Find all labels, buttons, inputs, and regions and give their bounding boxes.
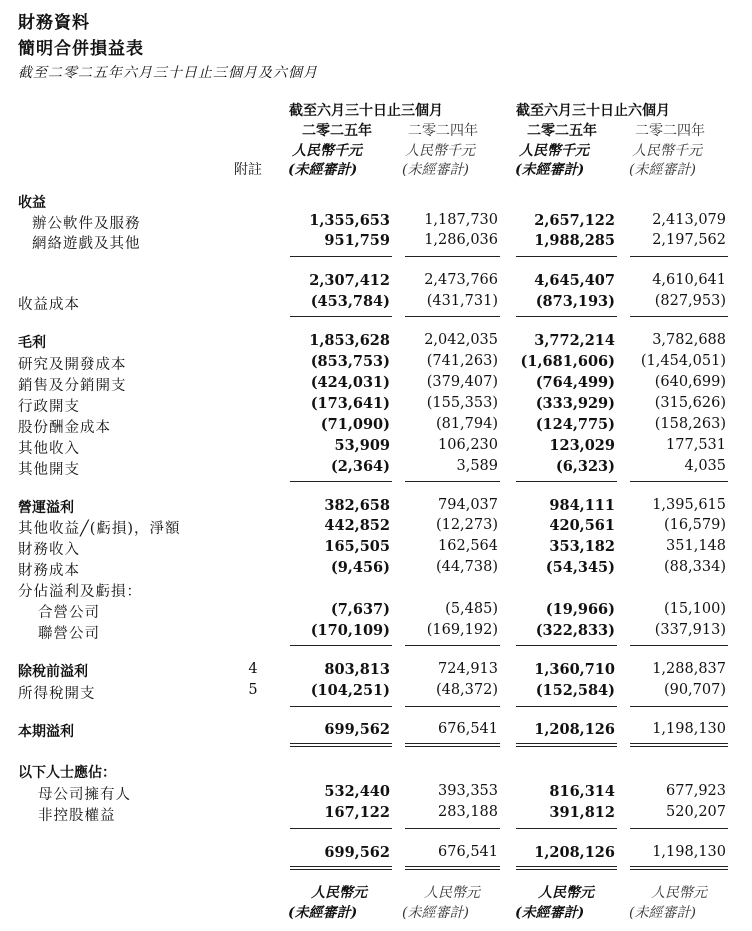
value-h-2024: 1,288,837: [652, 661, 726, 677]
header-h-2024: 二零二四年: [635, 123, 705, 139]
section-title: 財務資料: [18, 13, 90, 33]
row-office-software: [0, 212, 752, 233]
row-label: 除稅前溢利: [18, 664, 88, 680]
row-label: 其他收益╱(虧損)，淨額: [18, 521, 181, 537]
divider: [630, 706, 728, 707]
divider: [405, 645, 500, 646]
value-q-2025: 699,562: [324, 721, 390, 738]
row-label: 營運溢利: [18, 500, 74, 516]
row-owners-of-parent: [0, 783, 752, 804]
value-q-2025: 1,853,628: [309, 332, 390, 349]
footer-q-2025-currency: 人民幣元: [311, 885, 367, 901]
value-h-2025: 353,182: [549, 538, 615, 555]
row-associates: [0, 622, 752, 643]
value-q-2025: (424,031): [310, 374, 390, 391]
value-h-2024: (315,626): [654, 395, 726, 411]
value-h-2025: 816,314: [549, 783, 615, 800]
value-q-2025: 167,122: [324, 804, 390, 821]
row-cost-of-revenue: [0, 293, 752, 314]
value-h-2024: 351,148: [666, 538, 726, 554]
value-h-2025: 3,772,214: [534, 332, 615, 349]
row-label: 收益: [18, 195, 46, 211]
value-q-2025: 699,562: [324, 844, 390, 861]
value-h-2024: 1,395,615: [652, 497, 726, 513]
value-h-2025: (322,833): [535, 622, 615, 639]
divider: [630, 481, 728, 482]
value-h-2024: (158,263): [654, 416, 726, 432]
value-q-2025: 1,355,653: [309, 212, 390, 229]
value-q-2025: 442,852: [324, 517, 390, 534]
header-h-2025-unaudited: (未經審計): [515, 162, 585, 178]
value-q-2024: 676,541: [438, 721, 498, 737]
double-rule-top: [290, 866, 392, 867]
value-h-2025: (124,775): [535, 416, 615, 433]
header-q-2025-currency: 人民幣千元: [292, 143, 362, 159]
double-rule-top: [630, 866, 728, 867]
value-h-2024: (640,699): [654, 374, 726, 390]
value-q-2025: 53,909: [334, 437, 390, 454]
row-other-expenses: [0, 458, 752, 479]
divider: [630, 645, 728, 646]
header-three-months: 截至六月三十日止三個月: [289, 103, 443, 119]
row-attributable-heading: [0, 762, 752, 783]
row-admin-expenses: [0, 395, 752, 416]
double-rule-bottom: [516, 746, 617, 747]
row-label: 毛利: [18, 335, 46, 351]
value-h-2025: (333,929): [535, 395, 615, 412]
value-q-2024: 162,564: [438, 538, 498, 554]
double-rule-top: [516, 743, 617, 744]
row-label: 財務成本: [18, 563, 80, 579]
value-q-2025: (853,753): [310, 353, 390, 370]
value-h-2024: 1,198,130: [652, 721, 726, 737]
row-selling-expenses: [0, 374, 752, 395]
note-ref: 5: [248, 682, 258, 698]
divider: [405, 256, 500, 257]
row-label: 銷售及分銷開支: [18, 378, 127, 394]
statement-subtitle: 截至二零二五年六月三十日止三個月及六個月: [18, 65, 318, 81]
header-q-2025: 二零二五年: [302, 123, 372, 139]
divider: [516, 481, 617, 482]
value-q-2025: 951,759: [324, 232, 390, 249]
row-label: 本期溢利: [18, 724, 74, 740]
value-q-2025: (7,637): [330, 601, 390, 618]
value-h-2024: (90,707): [663, 682, 726, 698]
value-h-2024: 4,035: [684, 458, 726, 474]
value-q-2024: (379,407): [426, 374, 498, 390]
row-finance-costs: [0, 559, 752, 580]
header-q-2025-unaudited: (未經審計): [288, 162, 358, 178]
value-h-2025: 1,988,285: [534, 232, 615, 249]
double-rule-top: [516, 866, 617, 867]
value-q-2024: (81,794): [435, 416, 498, 432]
value-h-2024: 520,207: [666, 804, 726, 820]
footer-q-2025-unaudited: (未經審計): [288, 905, 358, 921]
row-label: 股份酬金成本: [18, 420, 111, 436]
row-label: 行政開支: [18, 399, 80, 415]
value-q-2024: 794,037: [438, 497, 498, 513]
row-share-of-profits-heading: [0, 580, 752, 601]
value-q-2024: 1,286,036: [424, 232, 498, 248]
value-q-2024: 2,042,035: [424, 332, 498, 348]
value-h-2024: 4,610,641: [652, 272, 726, 288]
double-rule-top: [405, 866, 500, 867]
footer-h-2025-currency: 人民幣元: [538, 885, 594, 901]
value-h-2024: (15,100): [663, 601, 726, 617]
divider: [516, 828, 617, 829]
value-q-2025: (9,456): [330, 559, 390, 576]
value-h-2024: (337,913): [654, 622, 726, 638]
value-q-2024: (12,273): [435, 517, 498, 533]
divider: [516, 706, 617, 707]
value-q-2025: (170,109): [310, 622, 390, 639]
value-h-2024: 2,413,079: [652, 212, 726, 228]
divider: [516, 316, 617, 317]
row-online-games: [0, 232, 752, 253]
row-joint-ventures: [0, 601, 752, 622]
row-label: 合營公司: [38, 605, 100, 621]
value-q-2024: (155,353): [426, 395, 498, 411]
value-h-2024: 677,923: [666, 783, 726, 799]
value-q-2025: 532,440: [324, 783, 390, 800]
header-h-2025: 二零二五年: [527, 123, 597, 139]
value-q-2025: (104,251): [310, 682, 390, 699]
row-label: 以下人士應佔：: [18, 765, 116, 781]
row-income-tax: [0, 682, 752, 703]
value-h-2025: 1,208,126: [534, 844, 615, 861]
divider: [630, 256, 728, 257]
divider: [405, 828, 500, 829]
divider: [405, 706, 500, 707]
divider: [290, 481, 392, 482]
double-rule-bottom: [290, 746, 392, 747]
value-h-2024: 2,197,562: [652, 232, 726, 248]
row-gross-profit: [0, 332, 752, 353]
value-h-2025: (873,193): [535, 293, 615, 310]
value-q-2024: 106,230: [438, 437, 498, 453]
row-revenue-heading: [0, 192, 752, 213]
value-h-2025: (764,499): [535, 374, 615, 391]
divider: [290, 706, 392, 707]
double-rule-bottom: [290, 869, 392, 870]
header-q-2024: 二零二四年: [408, 123, 478, 139]
divider: [516, 256, 617, 257]
double-rule-bottom: [405, 746, 500, 747]
row-rnd-costs: [0, 353, 752, 374]
value-h-2025: 420,561: [549, 517, 615, 534]
row-revenue-total: [0, 272, 752, 293]
note-ref: 4: [248, 661, 258, 677]
divider: [290, 645, 392, 646]
row-attributable-total: [0, 844, 752, 865]
value-h-2024: (16,579): [663, 517, 726, 533]
row-profit-before-tax: [0, 661, 752, 682]
divider: [290, 316, 392, 317]
double-rule-bottom: [516, 869, 617, 870]
row-non-controlling-interests: [0, 804, 752, 825]
value-q-2025: (453,784): [310, 293, 390, 310]
value-h-2024: 1,198,130: [652, 844, 726, 860]
header-six-months: 截至六月三十日止六個月: [516, 103, 670, 119]
value-q-2024: (44,738): [435, 559, 498, 575]
value-h-2025: 4,645,407: [534, 272, 615, 289]
divider: [630, 828, 728, 829]
value-h-2025: 2,657,122: [534, 212, 615, 229]
row-label: 其他開支: [18, 462, 80, 478]
value-h-2025: 984,111: [549, 497, 615, 514]
row-label: 收益成本: [18, 297, 80, 313]
value-q-2025: (2,364): [330, 458, 390, 475]
footer-q-2024-unaudited: (未經審計): [402, 905, 469, 921]
value-q-2024: 3,589: [456, 458, 498, 474]
double-rule-top: [290, 743, 392, 744]
row-label: 其他收入: [18, 441, 80, 457]
value-h-2025: (1,681,606): [520, 353, 615, 370]
row-profit-for-period: [0, 721, 752, 742]
divider: [290, 256, 392, 257]
value-q-2025: 382,658: [324, 497, 390, 514]
divider: [516, 645, 617, 646]
double-rule-top: [405, 743, 500, 744]
row-label: 研究及開發成本: [18, 357, 127, 373]
statement-title: 簡明合併損益表: [18, 39, 144, 59]
footer-h-2025-unaudited: (未經審計): [515, 905, 585, 921]
row-label: 網絡遊戲及其他: [32, 236, 141, 252]
value-h-2025: (6,323): [555, 458, 615, 475]
double-rule-bottom: [405, 869, 500, 870]
value-h-2025: 123,029: [549, 437, 615, 454]
divider: [405, 316, 500, 317]
value-h-2025: 391,812: [549, 804, 615, 821]
header-h-2025-currency: 人民幣千元: [519, 143, 589, 159]
header-note: 附註: [234, 162, 262, 178]
row-share-compensation: [0, 416, 752, 437]
row-label: 分佔溢利及虧損：: [18, 584, 142, 600]
value-h-2025: (152,584): [535, 682, 615, 699]
value-h-2024: 3,782,688: [652, 332, 726, 348]
row-finance-income: [0, 538, 752, 559]
row-operating-profit: [0, 497, 752, 518]
value-q-2024: 2,473,766: [424, 272, 498, 288]
row-other-income: [0, 437, 752, 458]
value-h-2025: (19,966): [545, 601, 615, 618]
double-rule-bottom: [630, 869, 728, 870]
row-label: 聯營公司: [38, 626, 100, 642]
value-q-2024: (169,192): [426, 622, 498, 638]
value-q-2025: (173,641): [310, 395, 390, 412]
value-h-2024: (1,454,051): [640, 353, 726, 369]
value-q-2025: 803,813: [324, 661, 390, 678]
value-q-2024: 283,188: [438, 804, 498, 820]
row-other-gains: [0, 517, 752, 538]
value-q-2024: 676,541: [438, 844, 498, 860]
row-label: 財務收入: [18, 542, 80, 558]
header-h-2024-unaudited: (未經審計): [629, 162, 696, 178]
row-label: 非控股權益: [38, 808, 116, 824]
value-q-2024: (48,372): [435, 682, 498, 698]
header-q-2024-unaudited: (未經審計): [402, 162, 469, 178]
row-label: 母公司擁有人: [38, 787, 131, 803]
value-q-2024: 724,913: [438, 661, 498, 677]
footer-h-2024-unaudited: (未經審計): [629, 905, 696, 921]
double-rule-bottom: [630, 746, 728, 747]
double-rule-top: [630, 743, 728, 744]
value-q-2025: 2,307,412: [309, 272, 390, 289]
header-q-2024-currency: 人民幣千元: [405, 143, 475, 159]
value-h-2024: 177,531: [666, 437, 726, 453]
value-h-2025: 1,360,710: [534, 661, 615, 678]
divider: [290, 828, 392, 829]
footer-h-2024-currency: 人民幣元: [651, 885, 707, 901]
footer-q-2024-currency: 人民幣元: [424, 885, 480, 901]
divider: [630, 316, 728, 317]
header-h-2024-currency: 人民幣千元: [632, 143, 702, 159]
value-q-2025: (71,090): [320, 416, 390, 433]
value-q-2024: 1,187,730: [424, 212, 498, 228]
value-q-2024: (431,731): [426, 293, 498, 309]
value-q-2024: (741,263): [426, 353, 498, 369]
row-label: 辦公軟件及服務: [32, 216, 141, 232]
divider: [405, 481, 500, 482]
row-label: 所得稅開支: [18, 686, 96, 702]
value-h-2025: 1,208,126: [534, 721, 615, 738]
value-h-2024: (88,334): [663, 559, 726, 575]
value-h-2024: (827,953): [654, 293, 726, 309]
value-q-2024: 393,353: [438, 783, 498, 799]
value-h-2025: (54,345): [545, 559, 615, 576]
value-q-2024: (5,485): [445, 601, 498, 617]
value-q-2025: 165,505: [324, 538, 390, 555]
